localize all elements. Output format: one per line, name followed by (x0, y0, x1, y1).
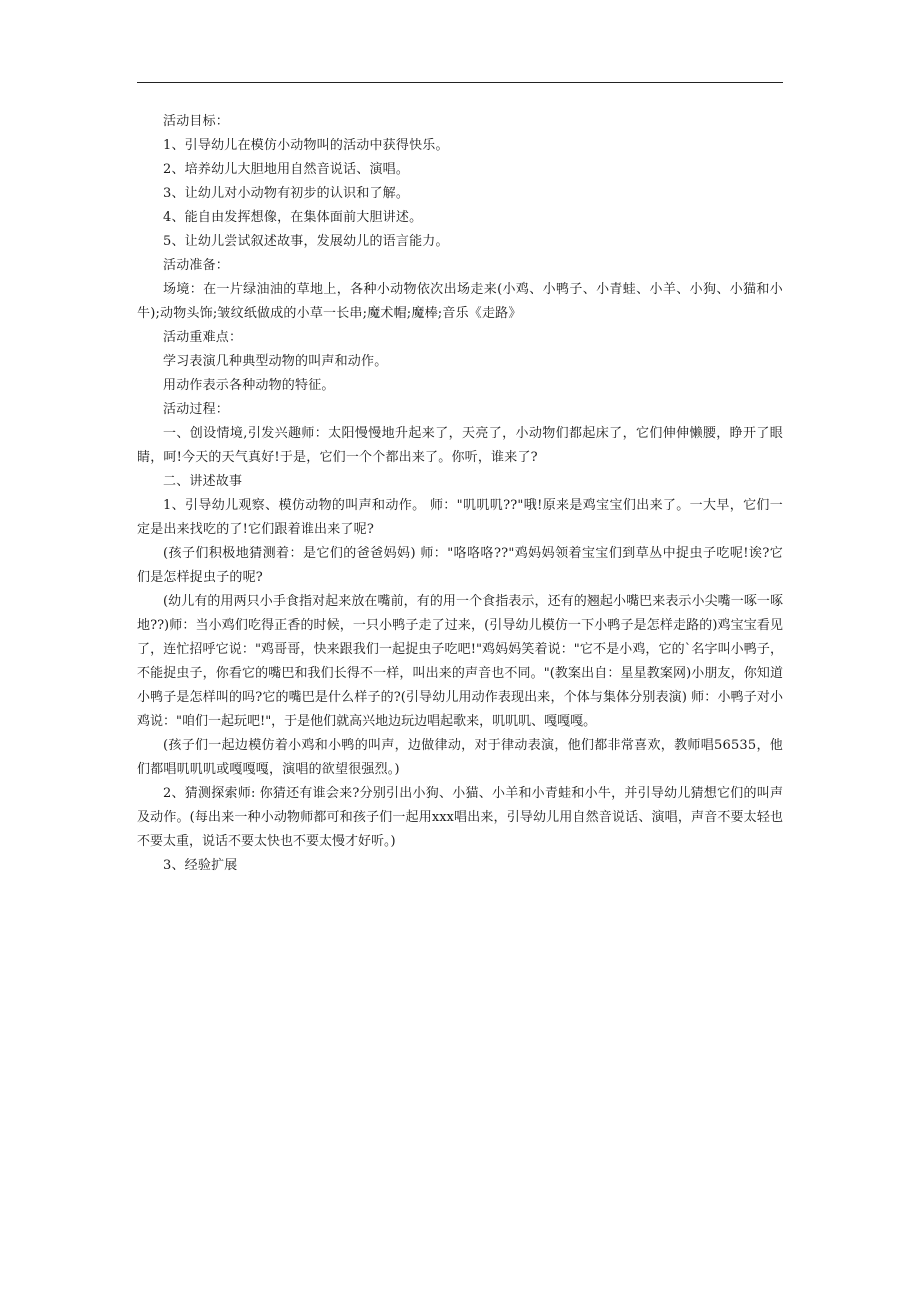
preparation-text: 场境：在一片绿油油的草地上，各种小动物依次出场走来(小鸡、小鸭子、小青蛙、小羊、小狗、小猫和小牛);动物头饰;皱纹纸做成的小草一长串;魔术帽;魔棒;音乐《走路》 (137, 282, 783, 321)
process-paragraph: 一、创设情境,引发兴趣师：太阳慢慢地升起来了，天亮了，小动物们都起床了，它们伸伸懒腰，睁开了眼睛，呵!今天的天气真好!于是，它们一个个都出来了。你听，谁来了? (137, 426, 783, 465)
document-body (137, 110, 783, 878)
process-paragraph: 1、引导幼儿观察、模仿动物的叫声和动作。 师："叽叽叽??"哦!原来是鸡宝宝们出来了。一大早，它们一定是出来找吃的了!它们跟着谁出来了呢? (137, 498, 783, 537)
header-rule (137, 82, 783, 83)
process-paragraph: (孩子们一起边模仿着小鸡和小鸭的叫声，边做律动，对于律动表演，他们都非常喜欢，教师唱56535，他们都唱叽叽叽或嘎嘎嘎，演唱的欲望很强烈。) (137, 738, 783, 777)
goal-item: 2、培养幼儿大胆地用自然音说话、演唱。 (163, 162, 410, 177)
process-paragraph: (幼儿有的用两只小手食指对起来放在嘴前，有的用一个食指表示，还有的翘起小嘴巴来表示小尖嘴一啄一啄地??)师：当小鸡们吃得正香的时候，一只小鸭子走了过来，(引导幼儿模仿一下小鸭子是怎样走路的)鸡宝宝看见了，连忙招呼它说："鸡哥哥，快来跟我们一起捉虫子吃吧!"鸡妈妈笑着说："它不是小鸡，它的`名字叫小鸭子，不能捉虫子，你看它的嘴巴和我们长得不一样，叫出来的声音也不同。"(教案出自：星星教案网)小朋友，你知道小鸭子是怎样叫的吗?它的嘴巴是什么样子的?(引导幼儿用动作表现出来，个体与集体分别表演) 师：小鸭子对小鸡说："咱们一起玩吧!"，于是他们就高兴地边玩边唱起歌来，叽叽叽、嘎嘎嘎。 (137, 594, 783, 729)
key-point-item: 学习表演几种典型动物的叫声和动作。 (163, 354, 388, 369)
section-heading-extension: 3、经验扩展 (163, 858, 238, 873)
process-paragraph: (孩子们积极地猜测着：是它们的爸爸妈妈) 师："咯咯咯??"鸡妈妈领着宝宝们到草丛中捉虫子吃呢!诶?它们是怎样捉虫子的呢? (137, 546, 783, 585)
goal-item: 1、引导幼儿在模仿小动物叫的活动中获得快乐。 (163, 138, 449, 153)
section-heading-story: 二、讲述故事 (163, 474, 243, 489)
process-paragraph: 2、猜测探索师: 你猜还有谁会来?分别引出小狗、小猫、小羊和小青蛙和小牛，并引导幼儿猜想它们的叫声及动作。(每出来一种小动物师都可和孩子们一起用xxx唱出来，引导幼儿用自然音说话、演唱，声音不要太轻也不要太重，说话不要太快也不要太慢才好听。) (137, 786, 783, 849)
heading-preparation: 活动准备： (163, 258, 230, 273)
key-point-item: 用动作表示各种动物的特征。 (163, 378, 335, 393)
heading-key-points: 活动重难点： (163, 330, 243, 345)
goal-item: 3、让幼儿对小动物有初步的认识和了解。 (163, 186, 410, 201)
goal-item: 5、让幼儿尝试叙述故事，发展幼儿的语言能力。 (163, 234, 449, 249)
heading-process: 活动过程： (163, 402, 230, 417)
heading-goals: 活动目标： (163, 114, 230, 129)
goal-item: 4、能自由发挥想像，在集体面前大胆讲述。 (163, 210, 423, 225)
